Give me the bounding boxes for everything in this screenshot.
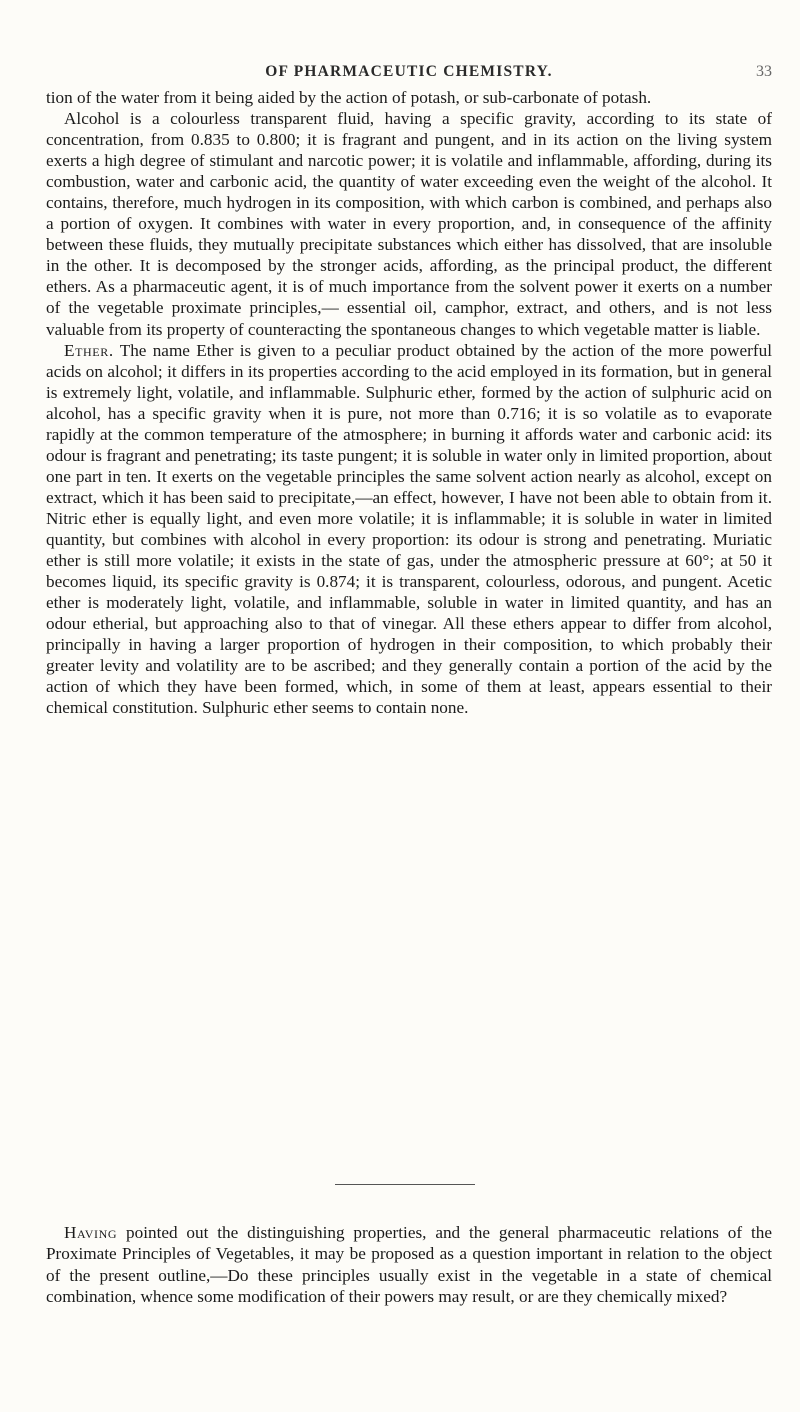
section-divider [335,1184,475,1185]
page-header [46,63,772,85]
ether-text: The name Ether is given to a peculiar product obtained by the action of the more powerful acids on alcohol; it differs in its properties according to the acid employed in its formation, but in general is extremely light, volatile, and inflammable. Sulphuric ether, formed by the action of sulphuric acid on alcohol, has a specific gravity when it is pure, not more than 0.716; it is so volatile as to evaporate rapidly at the common temperature of the atmosphere; in burning it affords water and carbonic acid: its odour is fragrant and penetrating; its taste pungent; it is soluble in water only in limited proportion, about one part in ten. It exerts on the vegetable principles the same solvent action nearly as alcohol, except on extract, which it has been said to precipitate,—an effect, however, I have not been able to obtain from it. Nitric ether is equally light, and even more volatile; it is inflammable; it is soluble in water in limited quantity, but combines with alcohol in every proportion: its odour is strong and penetrating. Muriatic ether is still more volatile; it exists in the state of gas, under the atmospheric pressure at 60°; at 50 it becomes liquid, its specific gravity is 0.874; it is transparent, colourless, odorous, and pungent. Acetic ether is moderately light, volatile, and inflammable, soluble in water in limited quantity, and has an odour etherial, but approaching also to that of vinegar. All these ethers appear to differ from alcohol, principally in having a larger proportion of hydrogen in their composition, to which probably their greater levity and volatility are to be ascribed; and they generally contain a portion of the acid by the action of which they have been formed, which, in some of them at least, appears essential to their chemical constitution. Sulphuric ether seems to contain none. [46,340,772,718]
continued-paragraph: tion of the water from it being aided by the action of potash, or sub-carbonate of potash. [46,88,652,107]
main-text [46,87,772,718]
ether-paragraph [46,340,772,719]
closing-section [46,1222,772,1307]
closing-text: pointed out the distinguishing properties, and the general pharmaceutic relations of the Proximate Principles of Vegetables, it may be proposed as a question important in relation to the object of the present outline,—Do these principles usually exist in the vegetable in a state of chemical combination, whence some modification of their powers may result, or are they chemically mixed? [46,1223,772,1306]
running-head: OF PHARMACEUTIC CHEMISTRY. [265,63,553,80]
closing-lead: Having [64,1223,118,1242]
book-page [46,0,772,1412]
page-number: 33 [756,63,772,80]
alcohol-paragraph: Alcohol is a colourless transparent fluid, having a specific gravity, according to its state of concentration, from 0.835 to 0.800; it is fragrant and pungent, and in its action on the living system exerts a high degree of stimulant and narcotic power; it is volatile and inflammable, affording, during its combustion, water and carbonic acid, the quantity of water exceeding even the weight of the alcohol. It contains, therefore, much hydrogen in its composition, with which carbon is combined, and perhaps also a portion of oxygen. It combines with water in every proportion, and, in consequence of the affinity between these fluids, they mutually precipitate substances which either has dissolved, that are insoluble in the other. It is decomposed by the stronger acids, affording, as the principal product, the different ethers. As a pharmaceutic agent, it is of much importance from the solvent power it exerts on a number of the vegetable proximate principles,— essential oil, camphor, extract, and others, and is not less valuable from its property of counteracting the spontaneous changes to which vegetable matter is liable. [46,109,772,339]
ether-heading: Ether. [64,340,114,360]
closing-paragraph [46,1222,772,1307]
